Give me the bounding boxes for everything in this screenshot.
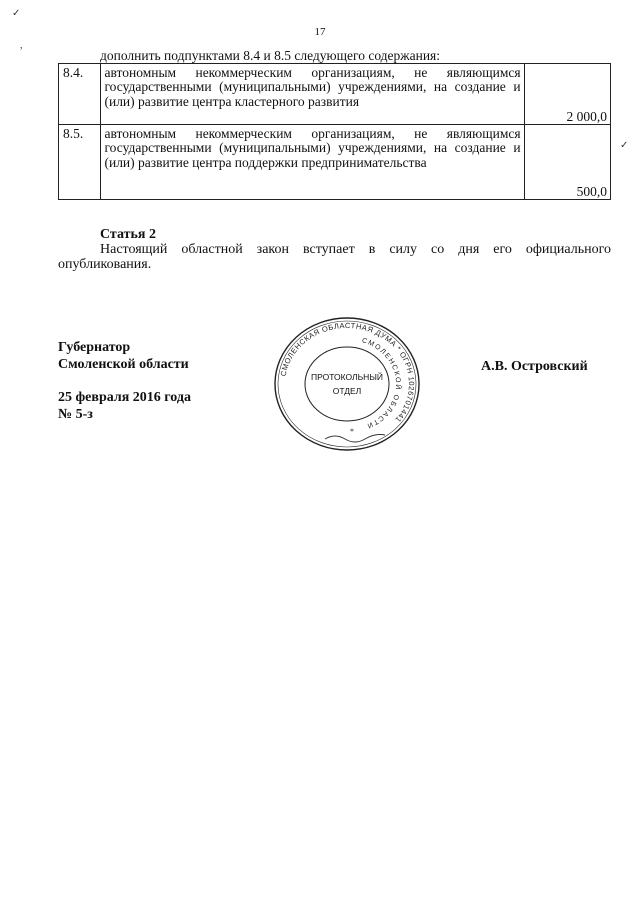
- page-number: 17: [314, 26, 326, 38]
- stamp-star-icon: *: [350, 427, 354, 436]
- row-text: автономным некоммерческим организациям, не являющимся государственными (муниципальными) учреждениями, на создание и (или) развитие центра поддержки предпринимательства: [101, 125, 524, 200]
- stamp-middle-text: СМОЛЕНСКОЙ ОБЛАСТИ: [360, 337, 402, 430]
- scan-mark: ✓: [12, 8, 21, 19]
- row-amount: 2 000,0: [524, 64, 610, 125]
- article-heading: Статья 2: [100, 227, 156, 242]
- stamp-center-line: ОТДЕЛ: [332, 386, 362, 396]
- official-stamp: [270, 314, 425, 454]
- row-number: 8.4.: [59, 64, 101, 125]
- row-text: автономным некоммерческим организациям, не являющимся государственными (муниципальными) учреждениями, на создание и (или) развитие центра кластерного развития: [101, 64, 524, 125]
- stamp-center-line: ПРОТОКОЛЬНЫЙ: [311, 372, 383, 382]
- scan-mark: ,: [20, 40, 23, 51]
- row-amount: 500,0: [524, 125, 610, 200]
- governor-title: [58, 339, 189, 373]
- stamp-outer-text: СМОЛЕНСКАЯ ОБЛАСТНАЯ ДУМА * ОГРН 1026701441: [278, 320, 417, 425]
- governor-title-line: Смоленской области: [58, 357, 189, 372]
- table-row: [59, 64, 611, 125]
- law-number: № 5-з: [58, 407, 93, 422]
- article-text: Настоящий областной закон вступает в силу со дня его официального опубликования.: [58, 242, 611, 272]
- governor-title-line: Губернатор: [58, 340, 131, 355]
- table-row: [59, 125, 611, 200]
- amendment-intro: дополнить подпунктами 8.4 и 8.5 следующего содержания:: [100, 48, 441, 63]
- row-number: 8.5.: [59, 125, 101, 200]
- governor-name: А.В. Островский: [481, 359, 588, 374]
- law-date: 25 февраля 2016 года: [58, 390, 191, 405]
- scan-mark: ✓: [620, 140, 629, 151]
- law-date-block: [58, 389, 191, 423]
- amendment-table: [58, 63, 611, 200]
- signature-scribble: [325, 435, 385, 443]
